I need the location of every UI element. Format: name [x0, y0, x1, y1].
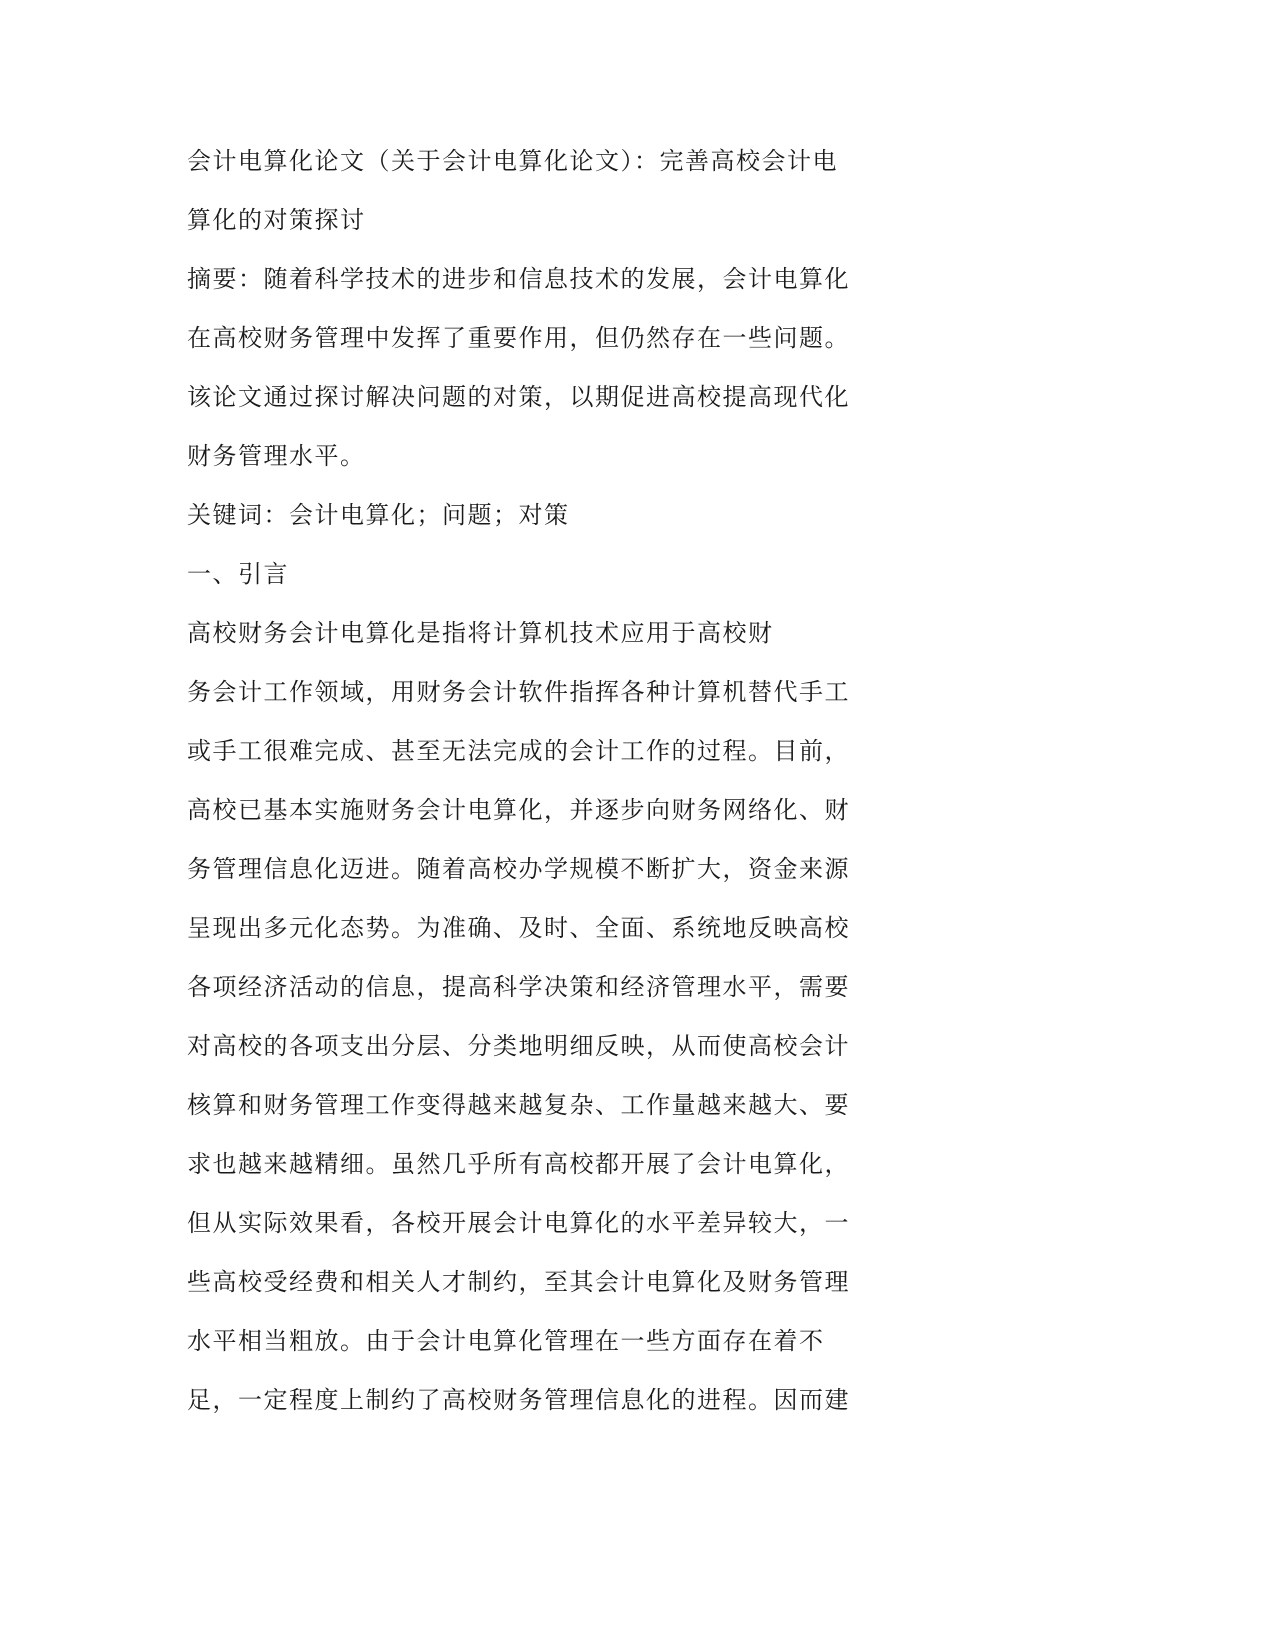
body-line-6: 呈现出多元化态势。为准确、及时、全面、系统地反映高校 — [187, 914, 850, 942]
title-line-2: 算化的对策探讨 — [187, 206, 366, 234]
body-line-5: 务管理信息化迈进。随着高校办学规模不断扩大，资金来源 — [187, 855, 850, 883]
body-line-11: 但从实际效果看，各校开展会计电算化的水平差异较大，一 — [187, 1209, 850, 1237]
abstract-line-2: 在高校财务管理中发挥了重要作用，但仍然存在一些问题。 — [187, 324, 850, 352]
body-line-1: 高校财务会计电算化是指将计算机技术应用于高校财 — [187, 619, 774, 647]
body-line-4: 高校已基本实施财务会计电算化，并逐步向财务网络化、财 — [187, 796, 850, 824]
body-line-12: 些高校受经费和相关人才制约，至其会计电算化及财务管理 — [187, 1268, 850, 1296]
body-line-8: 对高校的各项支出分层、分类地明细反映，从而使高校会计 — [187, 1032, 850, 1060]
abstract-line-4: 财务管理水平。 — [187, 442, 366, 470]
section-heading: 一、引言 — [187, 560, 289, 588]
body-line-2: 务会计工作领域，用财务会计软件指挥各种计算机替代手工 — [187, 678, 850, 706]
body-line-14: 足，一定程度上制约了高校财务管理信息化的进程。因而建 — [187, 1386, 850, 1414]
title-line-1: 会计电算化论文（关于会计电算化论文）：完善高校会计电 — [187, 147, 838, 175]
abstract-line-1: 摘要：随着科学技术的进步和信息技术的发展，会计电算化 — [187, 265, 850, 293]
body-line-13: 水平相当粗放。由于会计电算化管理在一些方面存在着不 — [187, 1327, 825, 1355]
abstract-line-3: 该论文通过探讨解决问题的对策，以期促进高校提高现代化 — [187, 383, 850, 411]
body-line-3: 或手工很难完成、甚至无法完成的会计工作的过程。目前， — [187, 737, 850, 765]
body-line-7: 各项经济活动的信息，提高科学决策和经济管理水平，需要 — [187, 973, 850, 1001]
keywords-line: 关键词：会计电算化；问题；对策 — [187, 501, 570, 529]
body-line-10: 求也越来越精细。虽然几乎所有高校都开展了会计电算化， — [187, 1150, 850, 1178]
body-line-9: 核算和财务管理工作变得越来越复杂、工作量越来越大、要 — [187, 1091, 850, 1119]
